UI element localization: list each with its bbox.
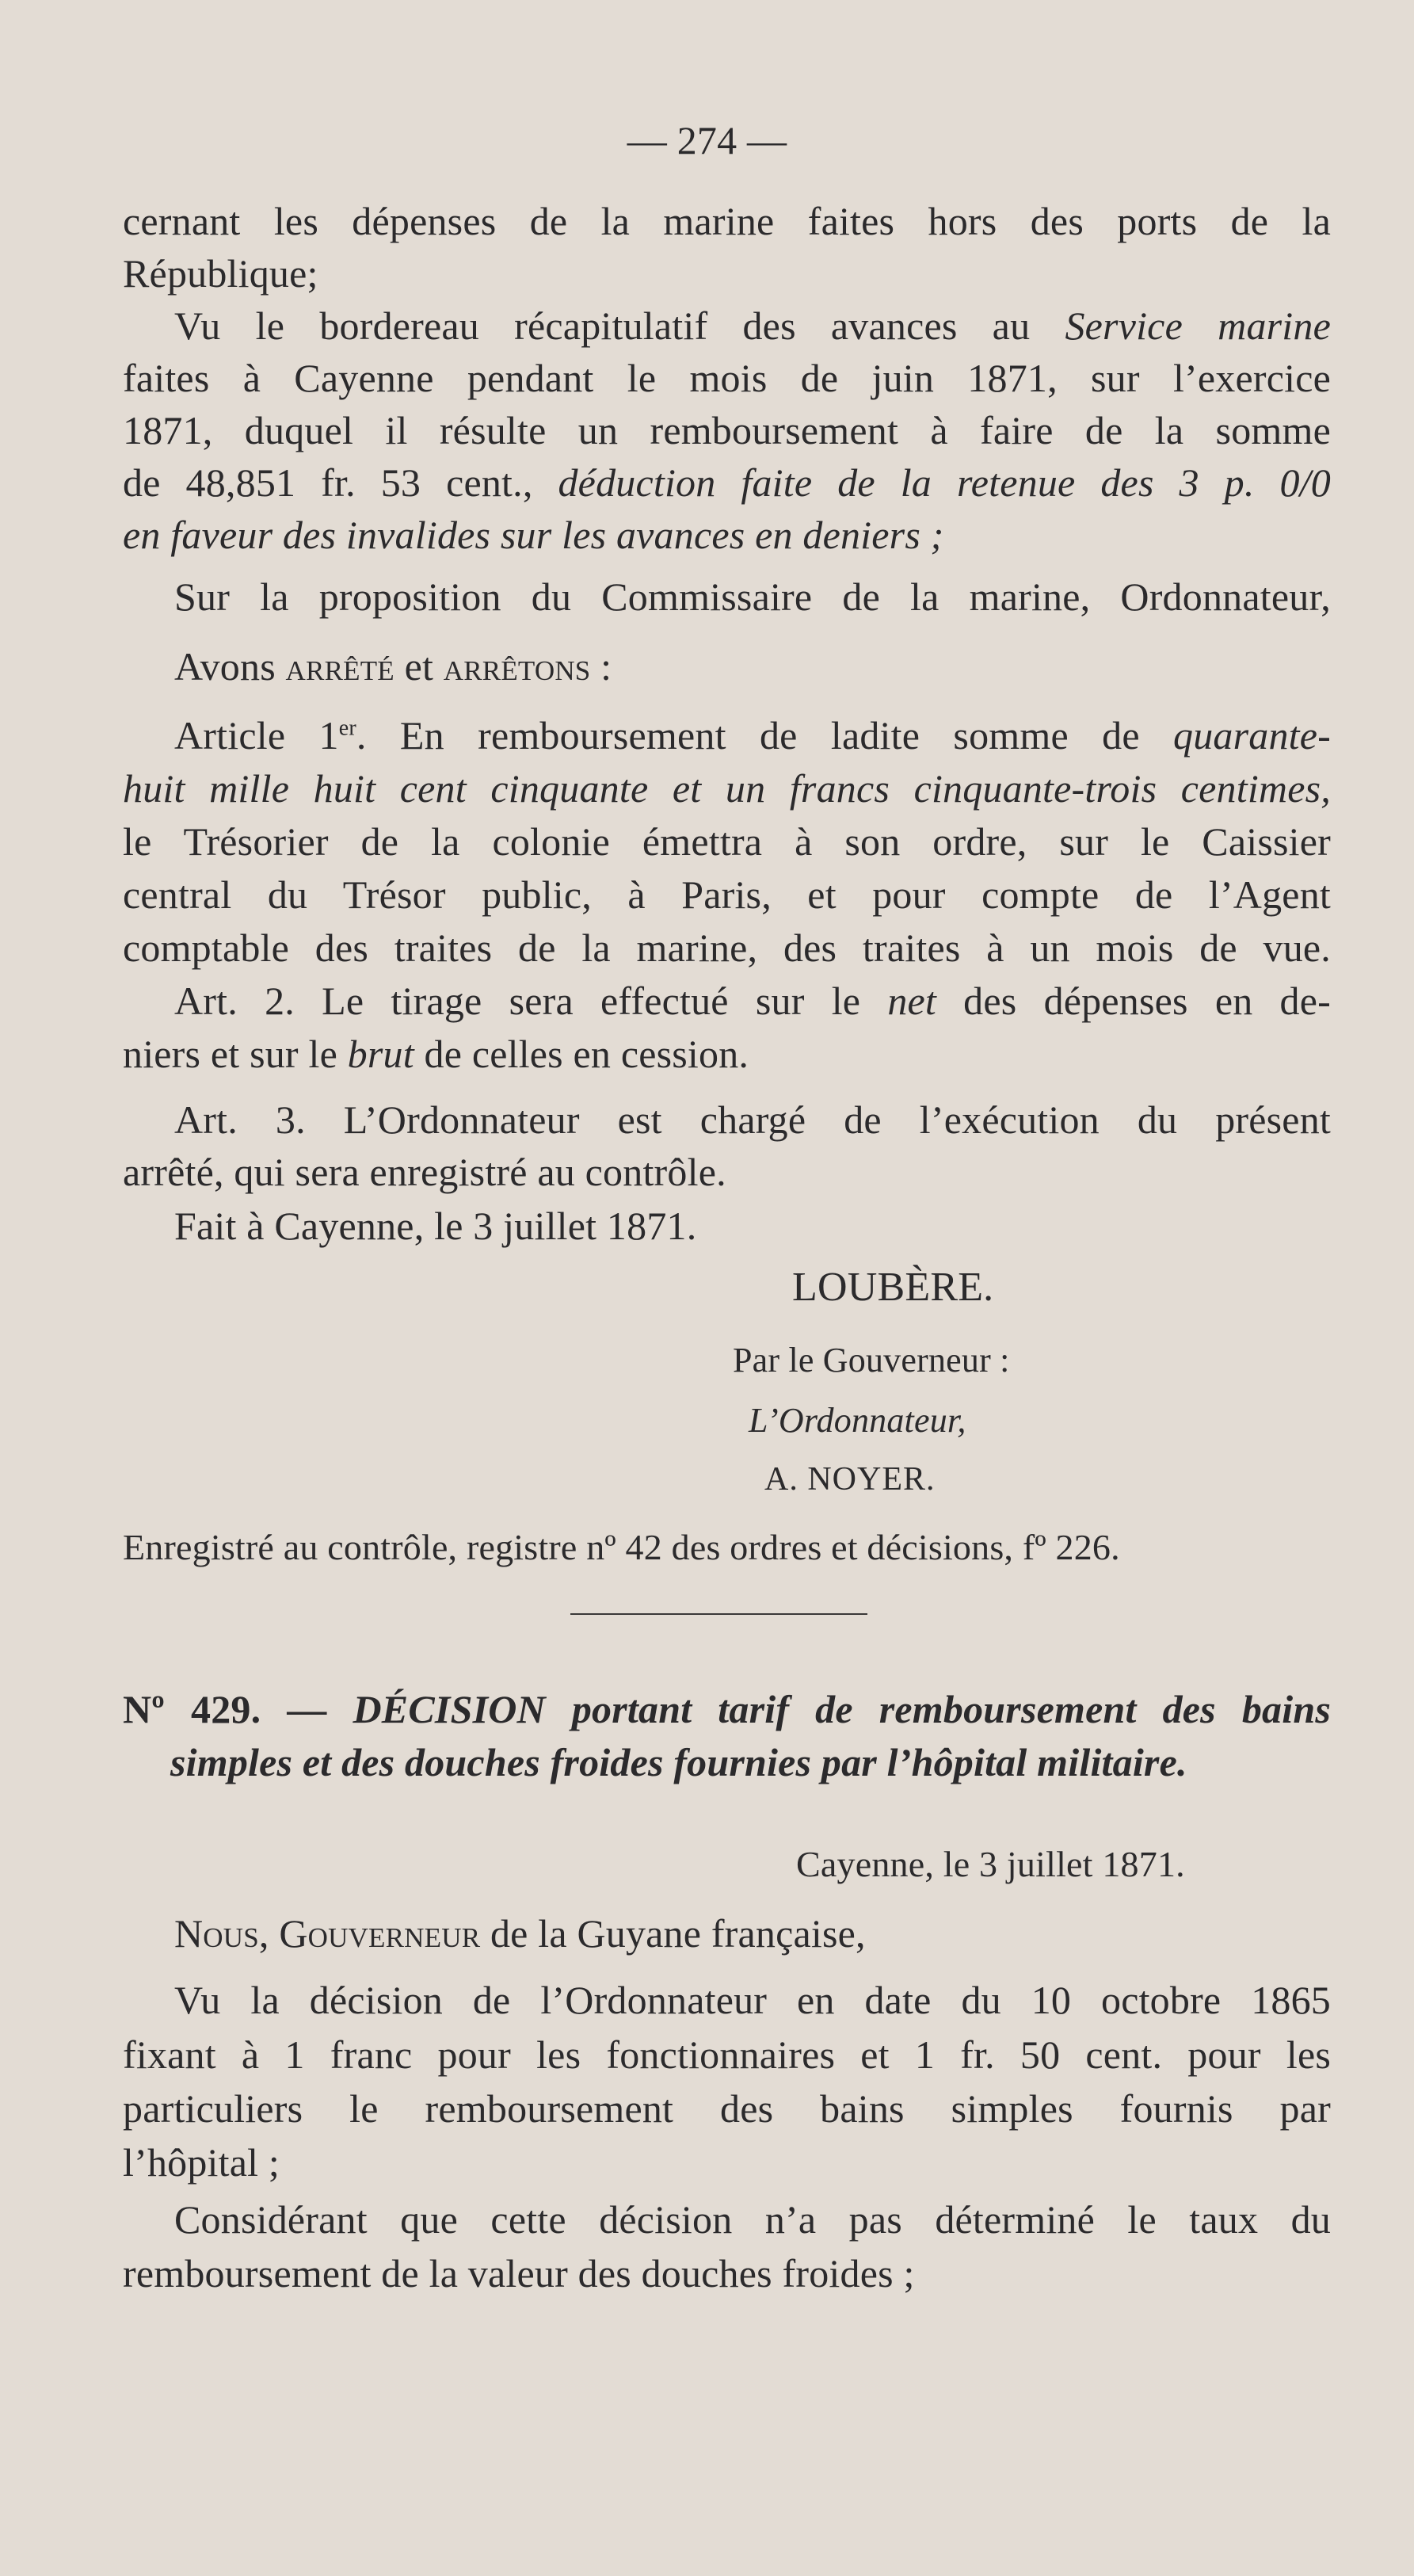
text-line: fixant à 1 franc pour les fonctionnaires et 1 fr. 50 cent. pour les [123, 2032, 1331, 2077]
text-line: central du Trésor public, à Paris, et pour compte de l’Agent [123, 872, 1331, 917]
place-date: Cayenne, le 3 juillet 1871. [796, 1844, 1185, 1884]
text-line: remboursement de la valeur des douches froides ; [123, 2251, 915, 2296]
registration-note: Enregistré au contrôle, registre nº 42 des ordres et décisions, fº 226. [123, 1527, 1120, 1567]
text-line: le Trésorier de la colonie émettra à son ordre, sur le Caissier [123, 819, 1331, 864]
text-line: huit mille huit cent cinquante et un francs cinquante-trois centimes, [123, 766, 1331, 811]
signature-name-2: A. NOYER. [764, 1461, 936, 1498]
text-line: faites à Cayenne pendant le mois de juin 1871, sur l’exercice [123, 356, 1331, 400]
text-line: 1871, duquel il résulte un remboursement à faire de la somme [123, 408, 1331, 452]
text-line: Art. 3. L’Ordonnateur est chargé de l’exécution du présent [174, 1097, 1331, 1142]
section-divider [570, 1613, 867, 1615]
text-line: comptable des traites de la marine, des traites à un mois de vue. [123, 925, 1331, 970]
text-line: Avons arrêté et arrêtons : [174, 644, 612, 689]
signature-name: LOUBÈRE. [792, 1265, 994, 1310]
text-line: en faveur des invalides sur les avances en deniers ; [123, 513, 944, 557]
text-line: Nous, Gouverneur de la Guyane française, [174, 1911, 866, 1956]
text-line: Vu le bordereau récapitulatif des avances au Service marine [174, 303, 1331, 348]
text-line: Article 1er. En remboursement de ladite somme de quarante- [174, 713, 1332, 758]
text-line: arrêté, qui sera enregistré au contrôle. [123, 1150, 726, 1194]
text-line: l’hôpital ; [123, 2140, 280, 2185]
text-line: particuliers le remboursement des bains simples fournis par [123, 2086, 1331, 2131]
decision-title: simples et des douches froides fournies par l’hôpital militaire. [170, 1740, 1187, 1784]
text-line: de 48,851 fr. 53 cent., déduction faite de la retenue des 3 p. 0/0 [123, 460, 1331, 505]
text-line: cernant les dépenses de la marine faites hors des ports de la [123, 199, 1331, 243]
page-number: — 274 — [627, 118, 787, 162]
text-line: République; [123, 251, 318, 296]
signature-by: Par le Gouverneur : [733, 1341, 1010, 1380]
text-line: Fait à Cayenne, le 3 juillet 1871. [174, 1204, 697, 1248]
text-line: Art. 2. Le tirage sera effectué sur le net des dépenses en de- [174, 979, 1332, 1023]
text-line: niers et sur le brut de celles en cession. [123, 1032, 749, 1076]
text-line: Considérant que cette décision n’a pas déterminé le taux du [174, 2197, 1331, 2242]
text-line: Sur la proposition du Commissaire de la marine, Ordonnateur, [174, 574, 1331, 619]
signature-role: L’Ordonnateur, [749, 1401, 966, 1440]
text-line: Vu la décision de l’Ordonnateur en date du 10 octobre 1865 [174, 1978, 1331, 2022]
decision-title: Nº 429. — DÉCISION portant tarif de remboursement des bains [123, 1687, 1331, 1731]
